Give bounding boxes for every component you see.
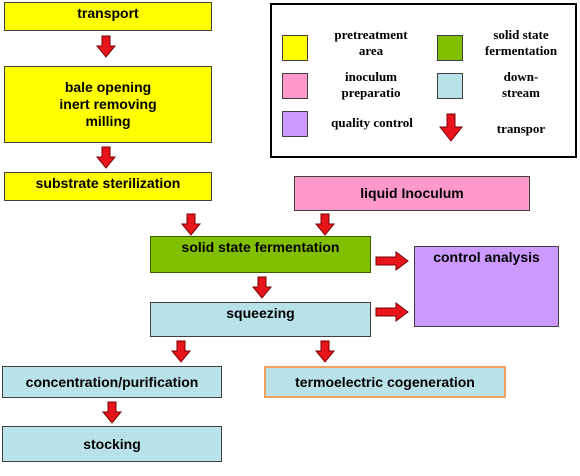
arrow-bale-to-sterilization	[97, 147, 115, 168]
legend-swatch-pretreatment	[282, 35, 308, 61]
stocking-label: stocking	[83, 435, 141, 452]
arrow-transport-to-bale	[97, 36, 115, 57]
legend-swatch-inoculum	[282, 73, 308, 99]
legend-inoculum-line-2: preparatio	[341, 85, 401, 100]
legend-downstream-line-1: down-	[503, 69, 539, 84]
arrow-sterilization-to-ssf	[182, 214, 200, 235]
cogeneration-label: termoelectric cogeneration	[295, 373, 475, 390]
bale-line-1: bale opening	[64, 79, 152, 95]
legend-transport-text: transpor	[496, 121, 546, 136]
legend-inoculum-line-1: inoculum	[344, 69, 397, 84]
arrow-ssf-to-control	[376, 252, 408, 270]
sterilization-label: substrate sterilization	[35, 175, 181, 191]
legend-ssf-line-2: fermentation	[484, 43, 558, 58]
legend-quality-text: quality control	[331, 115, 413, 130]
legend-pretreatment-line-1: pretreatment	[334, 27, 408, 42]
liquid-inoculum-label: liquid Inoculum	[360, 185, 464, 201]
bale-line-3: milling	[85, 113, 131, 129]
legend-pretreatment-line-2: area	[358, 43, 384, 58]
legend-ssf-line-1: solid state	[493, 27, 549, 42]
legend	[270, 3, 577, 158]
squeezing-label: squeezing	[226, 305, 295, 321]
legend-swatch-downstream	[437, 73, 463, 99]
arrow-concentration-to-stocking	[103, 402, 121, 423]
arrow-inoculum-to-ssf	[316, 214, 334, 235]
legend-swatch-ssf	[437, 35, 463, 61]
legend-quality-label	[312, 115, 432, 131]
legend-ssf-label	[468, 27, 574, 59]
legend-transport-label	[468, 121, 574, 137]
legend-downstream-label	[468, 69, 574, 101]
bale-line-2: inert removing	[59, 96, 157, 112]
control-analysis-label: control analysis	[433, 249, 540, 265]
concentration-label: concentration/purification	[25, 373, 199, 390]
legend-transport-arrow-icon	[438, 113, 464, 143]
legend-pretreatment-label	[316, 27, 426, 59]
ssf-label: solid state fermentation	[181, 239, 340, 255]
arrow-squeezing-to-control	[376, 303, 408, 321]
legend-swatch-quality	[282, 111, 308, 137]
transport-label: transport	[77, 5, 139, 21]
legend-downstream-line-2: stream	[501, 85, 541, 100]
arrow-squeezing-to-concentration	[172, 341, 190, 362]
arrow-squeezing-to-cogeneration	[316, 341, 334, 362]
legend-inoculum-label	[316, 69, 426, 101]
arrow-ssf-to-squeezing	[253, 277, 271, 298]
